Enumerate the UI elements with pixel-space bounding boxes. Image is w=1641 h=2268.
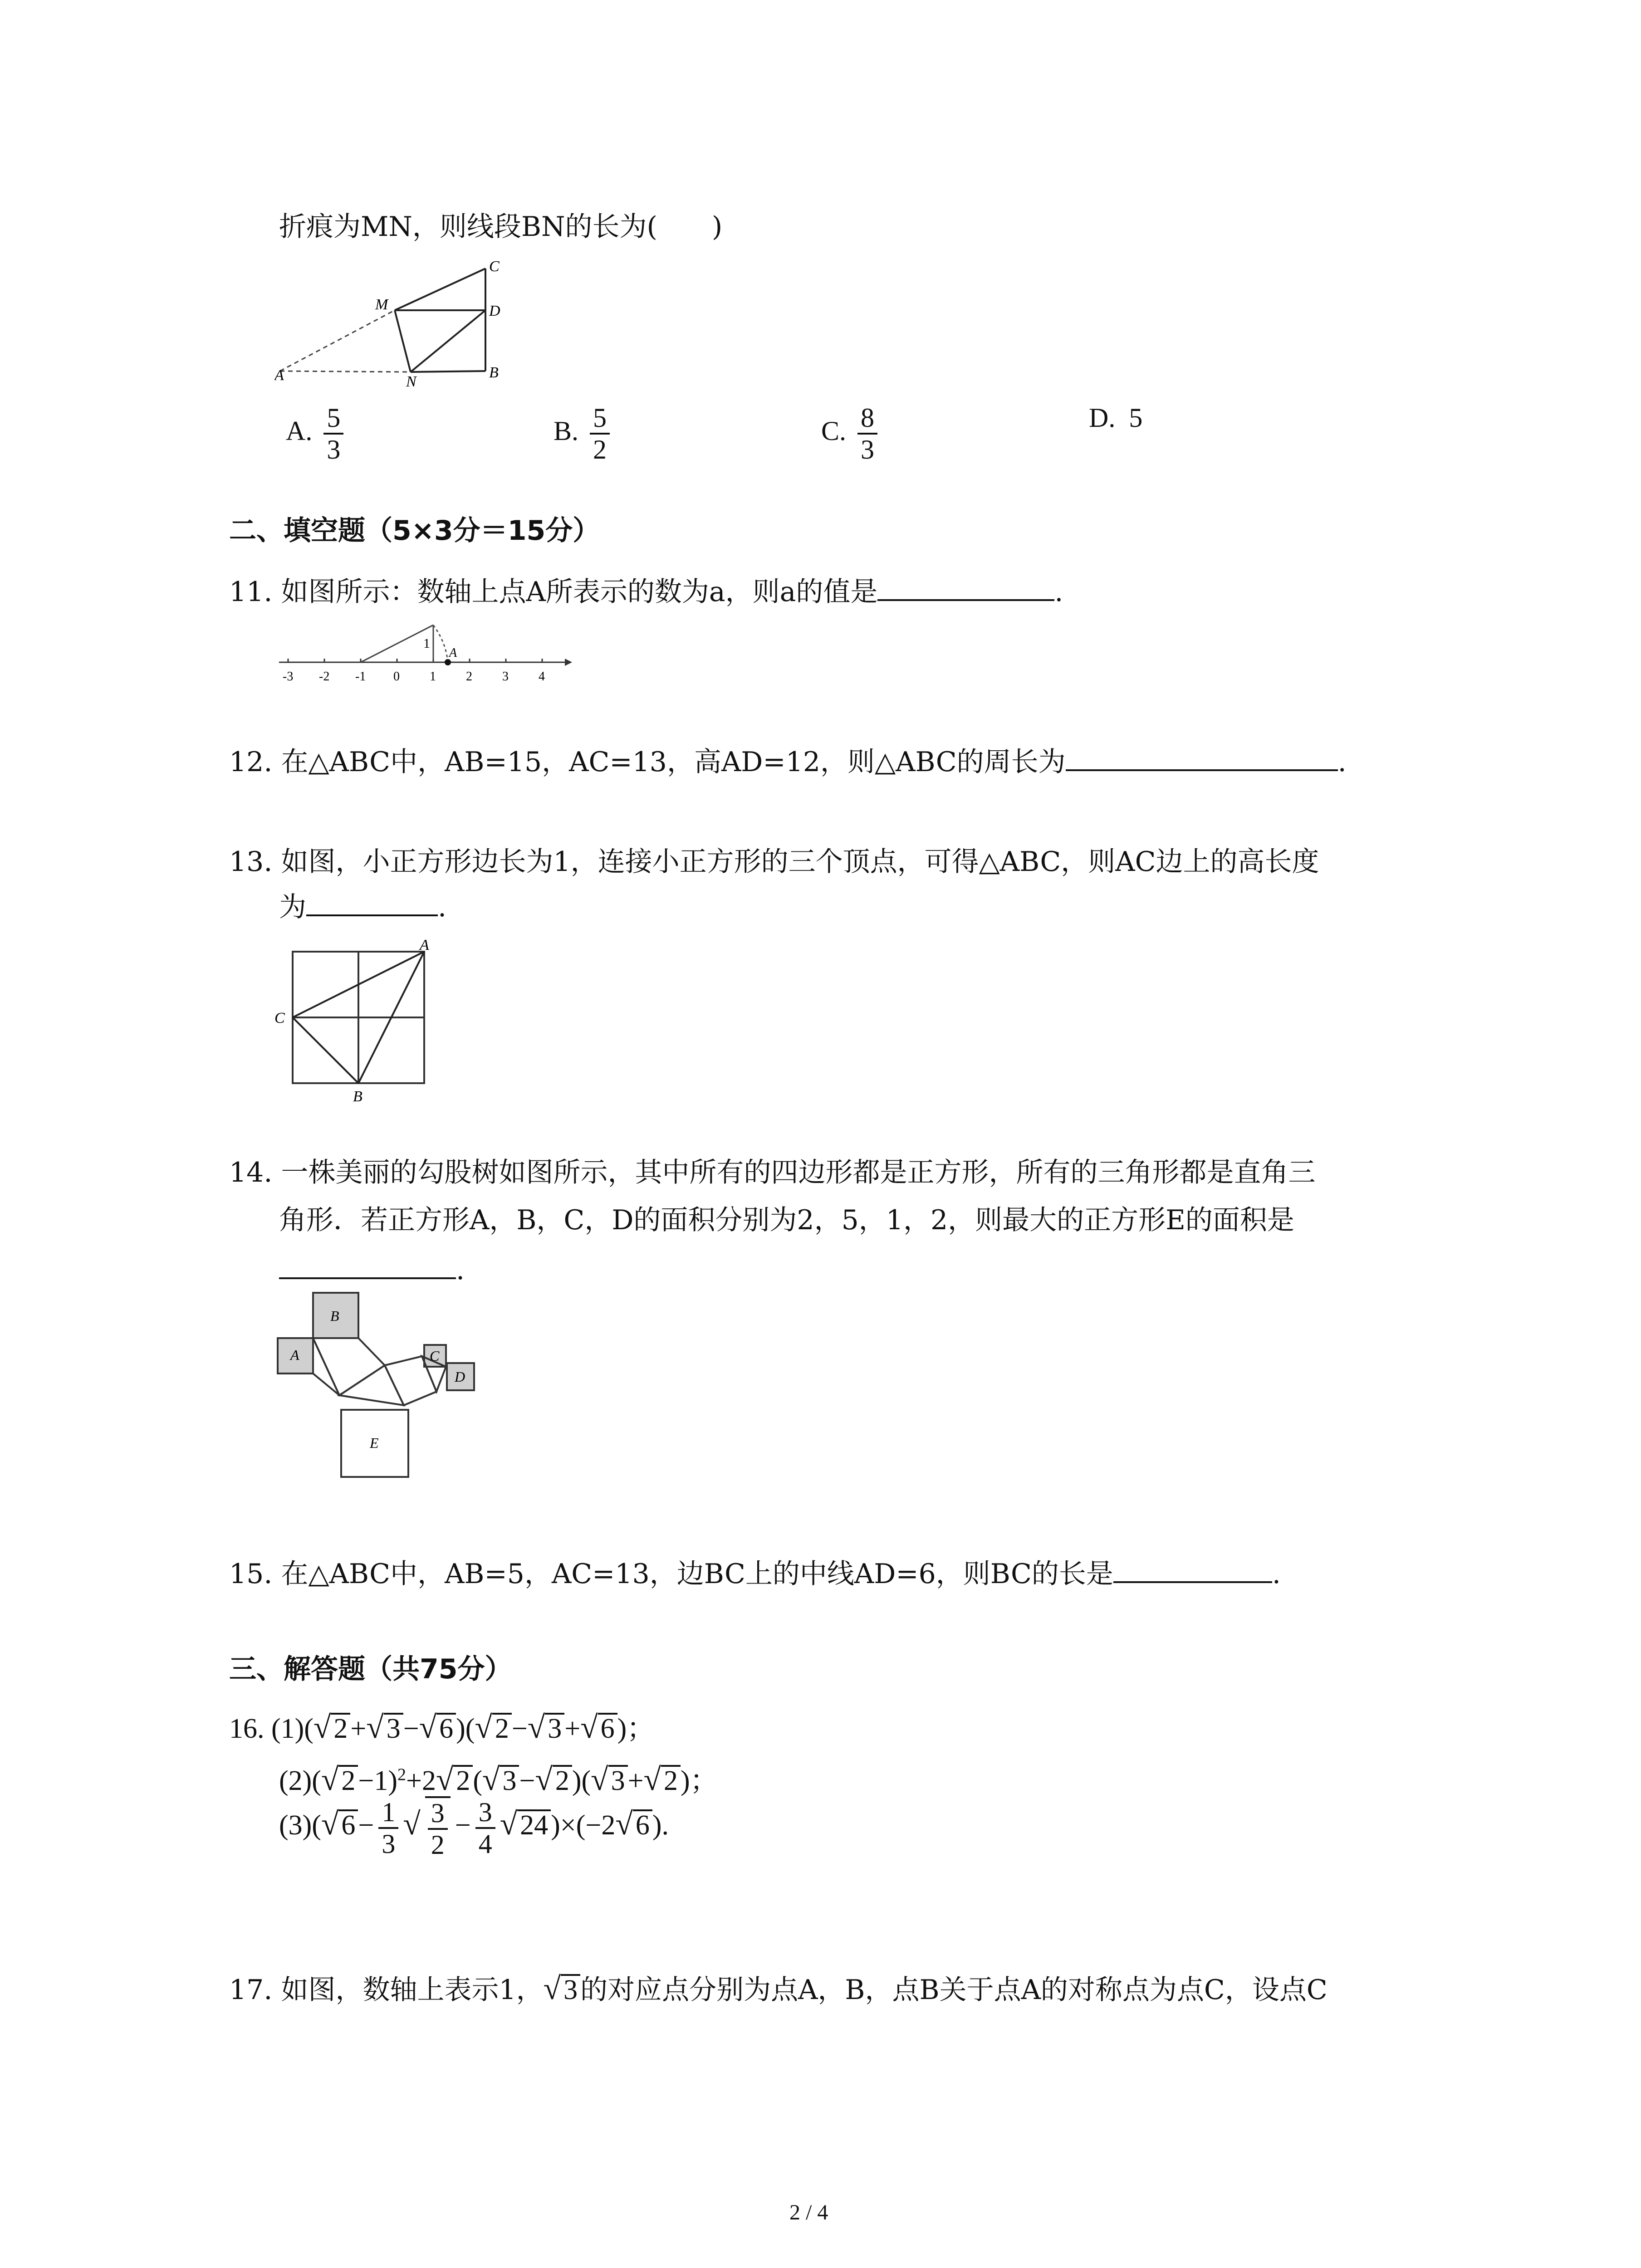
option-a[interactable]: A. $\frac{5}{3}$	[286, 403, 348, 464]
q14-line3: .	[279, 1252, 465, 1288]
svg-text:-2: -2	[319, 670, 330, 684]
q13-answer-blank[interactable]	[306, 892, 438, 916]
fig-label-a: A	[274, 367, 284, 384]
q16-part1: 16. (1)(√2+√3−√6)(√2−√3+√6)；	[229, 1710, 655, 1745]
q13-figure	[270, 930, 442, 1113]
option-a-fraction: $\frac{5}{3}$	[323, 403, 343, 464]
svg-text:-3: -3	[283, 670, 294, 684]
q15-answer-blank[interactable]	[1113, 1559, 1272, 1583]
q14-answer-blank[interactable]	[279, 1255, 456, 1279]
q10-figure	[274, 254, 529, 392]
fig-label-c: C	[489, 258, 500, 275]
q15-text: 15. 在△ABC中，AB=5，AC=13，边BC上的中线AD=6，则BC的长是 .	[229, 1558, 1281, 1590]
svg-text:4: 4	[539, 670, 545, 684]
square-d-label: D	[455, 1369, 465, 1385]
label-b: B	[353, 1088, 362, 1105]
point-a-label: A	[449, 646, 457, 660]
svg-text:-1: -1	[355, 670, 366, 684]
q16-part3: (3)(√6− $\frac{1}{3}$ √ $\frac{3}{2}$ − $\frac{3}{4}$ √24)×(−2√6).	[279, 1797, 669, 1860]
option-d[interactable]: D. 5	[1089, 403, 1143, 433]
label-c: C	[274, 1010, 285, 1026]
q14-line1: 14. 一株美丽的勾股树如图所示，其中所有的四边形都是正方形，所有的三角形都是直角三	[229, 1157, 1316, 1188]
label-a: A	[420, 937, 429, 953]
q13-line1: 13. 如图，小正方形边长为1，连接小正方形的三个顶点，可得△ABC，则AC边上的高长度	[229, 846, 1319, 878]
q12-text: 12. 在△ABC中，AB=15，AC=13，高AD=12，则△ABC的周长为 .	[229, 746, 1347, 778]
svg-text:1: 1	[430, 670, 436, 684]
section3-heading: 三、解答题（共75分）	[229, 1653, 512, 1685]
fig-label-d: D	[489, 303, 500, 319]
q11-number-line	[274, 617, 574, 691]
option-c-fraction: $\frac{8}{3}$	[857, 403, 877, 464]
q11-text: 11. 如图所示：数轴上点A所表示的数为a，则a的值是 .	[229, 576, 1063, 608]
q17-text: 17. 如图，数轴上表示1，√3 的对应点分别为点A，B，点B关于点A的对称点为点C，设点C	[229, 1971, 1327, 2006]
option-b-fraction: $\frac{5}{2}$	[590, 403, 610, 464]
fig-label-m: M	[375, 296, 388, 313]
fig-label-b: B	[489, 364, 499, 381]
square-a-label: A	[290, 1347, 299, 1363]
page-number: 2 / 4	[789, 2200, 828, 2224]
q13-line2: 为 .	[279, 891, 447, 923]
square-e-label: E	[370, 1435, 379, 1451]
svg-text:3: 3	[502, 670, 509, 684]
fig-label-n: N	[406, 373, 416, 390]
q11-answer-blank[interactable]	[877, 577, 1054, 601]
q16-part2: $(2)(√2-1)^2+2√2(√3-√2)(√3+√2)$；	[279, 1762, 718, 1797]
option-c[interactable]: C. $\frac{8}{3}$	[821, 403, 882, 464]
q12-answer-blank[interactable]	[1066, 747, 1338, 771]
svg-text:2: 2	[466, 670, 472, 684]
option-b[interactable]: B. $\frac{5}{2}$	[554, 403, 614, 464]
square-b-label: B	[330, 1308, 339, 1324]
q10-options	[286, 386, 1193, 464]
section2-heading: 二、填空题（5×3分＝15分）	[229, 515, 600, 547]
q10-line: 折痕为MN，则线段BN的长为( )	[279, 211, 723, 243]
square-c-label: C	[430, 1348, 440, 1364]
q14-line2: 角形．若正方形A，B，C，D的面积分别为2，5，1，2，则最大的正方形E的面积是	[279, 1204, 1294, 1236]
svg-text:0: 0	[393, 670, 400, 684]
height-label: 1	[423, 636, 430, 651]
q14-pythagoras-tree	[272, 1288, 481, 1499]
